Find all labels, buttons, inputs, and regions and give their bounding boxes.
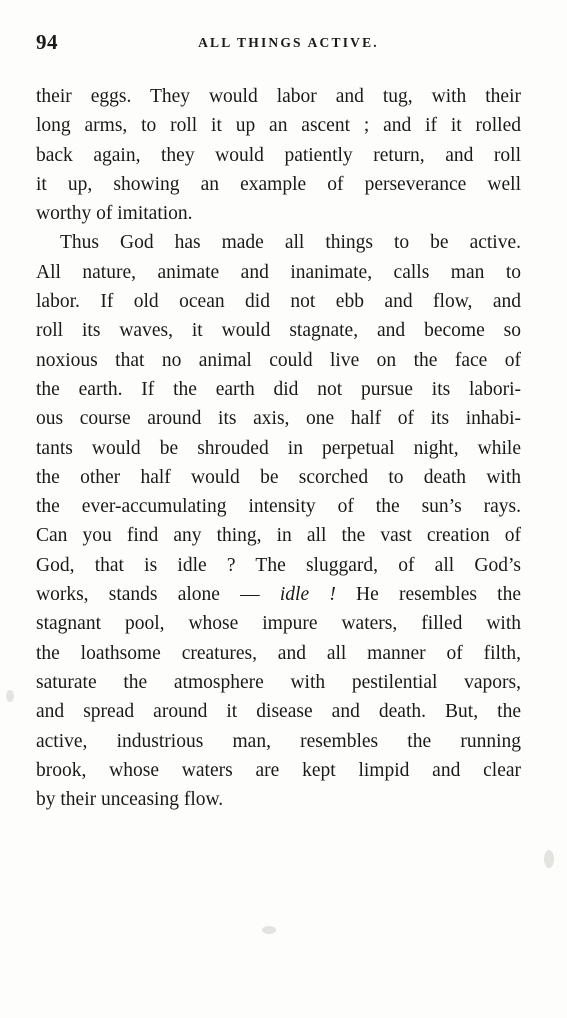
text-line: ous course around its axis, one half of its inhabi- bbox=[36, 408, 521, 430]
text-line: works, stands alone — idle ! He resembles the bbox=[36, 584, 521, 606]
text-line: the loathsome creatures, and all manner of filth, bbox=[36, 642, 521, 664]
text-line: their eggs. They would labor and tug, with their bbox=[36, 86, 521, 107]
text-line: it up, showing an example of perseverance well bbox=[36, 173, 521, 195]
text-line: brook, whose waters are kept limpid and clear bbox=[36, 759, 521, 781]
paper-speck bbox=[6, 690, 14, 702]
text-line: and spread around it disease and death. But, the bbox=[36, 701, 521, 723]
page-header bbox=[36, 30, 521, 58]
text-line: noxious that no animal could live on the face of bbox=[36, 349, 521, 371]
text-line: the other half would be scorched to death with bbox=[36, 466, 521, 488]
text-line: the earth. If the earth did not pursue its labori- bbox=[36, 378, 521, 400]
text-line: by their unceasing flow. bbox=[36, 789, 224, 811]
text-line: worthy of imitation. bbox=[36, 203, 193, 225]
text-line: Thus God has made all things to be active. bbox=[60, 232, 521, 254]
text-line: long arms, to roll it up an ascent ; and if it rolled bbox=[36, 115, 521, 137]
text-line: stagnant pool, whose impure waters, filled with bbox=[36, 613, 521, 635]
page-number: 94 bbox=[36, 30, 58, 54]
paragraph bbox=[36, 82, 521, 228]
text-line: saturate the atmosphere with pestilential vapors, bbox=[36, 671, 521, 693]
text-line: roll its waves, it would stagnate, and become so bbox=[36, 320, 521, 342]
text-line: All nature, animate and inanimate, calls man to bbox=[36, 261, 521, 283]
text-line: back again, they would patiently return, and roll bbox=[36, 144, 521, 166]
body-text bbox=[36, 82, 521, 814]
paper-speck bbox=[262, 926, 276, 934]
running-title: ALL THINGS ACTIVE. bbox=[198, 35, 379, 50]
paper-speck bbox=[544, 850, 554, 868]
text-line: labor. If old ocean did not ebb and flow, and bbox=[36, 291, 521, 313]
italic-word: idle ! bbox=[279, 584, 336, 606]
text-line: active, industrious man, resembles the running bbox=[36, 730, 521, 752]
text-line: God, that is idle ? The sluggard, of all God’s bbox=[36, 554, 521, 576]
text-line: the ever-accumulating intensity of the sun’s rays. bbox=[36, 496, 521, 518]
text-line: tants would be shrouded in perpetual night, while bbox=[36, 437, 521, 459]
text-line: Can you find any thing, in all the vast creation of bbox=[36, 525, 521, 547]
paragraph bbox=[36, 228, 521, 814]
